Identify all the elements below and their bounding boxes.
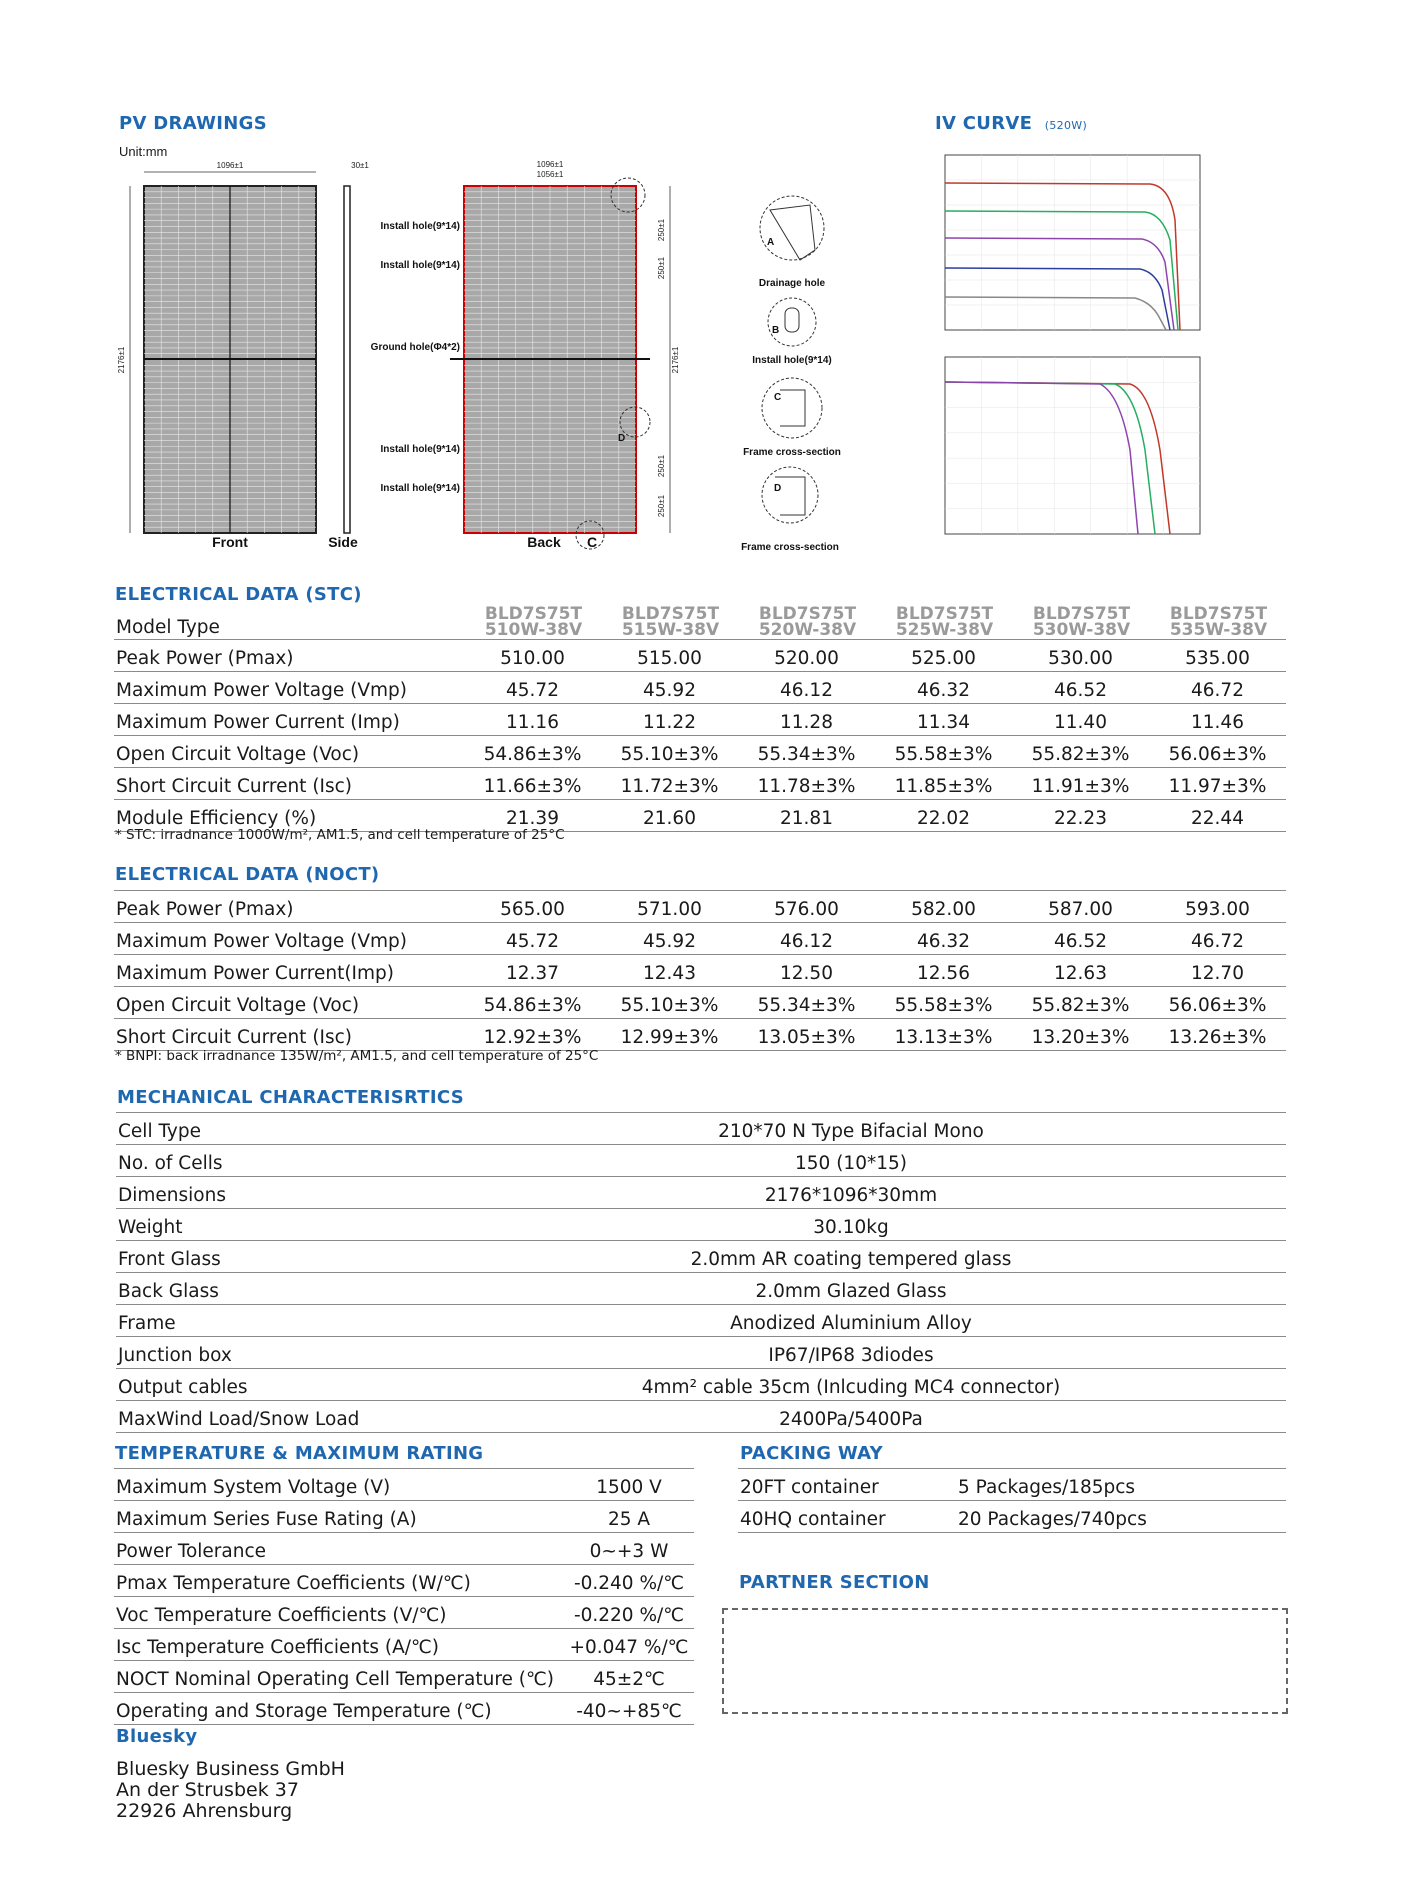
table-row [114, 1693, 694, 1725]
front-width-dim: 1096±1 [216, 161, 244, 170]
model-header: BLD7S75T 525W-38V [875, 600, 1012, 640]
cell: 2176*1096*30mm [416, 1177, 1286, 1209]
table-row [116, 1401, 1286, 1433]
row-label: No. of Cells [116, 1145, 416, 1177]
temp-table [114, 1468, 694, 1725]
row-label: Weight [116, 1209, 416, 1241]
model-type-label: Model Type [114, 600, 464, 640]
spacing-bottom2-dim: 250±1 [657, 494, 666, 518]
model-header: BLD7S75T 515W-38V [601, 600, 738, 640]
row-label: Module Efficiency (%) [114, 800, 464, 832]
table-row [114, 1629, 694, 1661]
company-address [116, 1759, 345, 1822]
cell: 46.72 [1149, 672, 1286, 704]
iv-curve-figure [930, 150, 1210, 550]
cell: 13.20±3% [1012, 1019, 1149, 1051]
cell: 5 Packages/185pcs [956, 1469, 1286, 1501]
cell: 45±2℃ [564, 1661, 694, 1693]
cell: 11.40 [1012, 704, 1149, 736]
table-row [116, 1337, 1286, 1369]
table-row [114, 736, 1286, 768]
frame-cross-d-label: Frame cross-section [741, 542, 839, 553]
cell: 21.60 [601, 800, 738, 832]
cell: 22.02 [875, 800, 1012, 832]
cell: 55.34±3% [738, 736, 875, 768]
model-header: BLD7S75T 530W-38V [1012, 600, 1149, 640]
install-hole-label-4: Install hole(9*14) [380, 483, 460, 494]
table-row [738, 1469, 1286, 1501]
row-label: Short Circuit Current (Isc) [114, 1019, 464, 1051]
cell: 12.37 [464, 955, 601, 987]
unit-label: Unit:mm [119, 144, 168, 159]
detail-c-label: C [774, 392, 782, 403]
cell: -40~+85℃ [564, 1693, 694, 1725]
cell: 12.50 [738, 955, 875, 987]
noct-note: * BNPI: back irradnance 135W/m², AM1.5, and cell temperature of 25°C [115, 1048, 599, 1064]
row-label: Maximum System Voltage (V) [114, 1469, 564, 1501]
front-height-dim: 2176±1 [117, 346, 126, 374]
address-line-3: 22926 Ahrensburg [116, 1800, 293, 1822]
cell: 2.0mm AR coating tempered glass [416, 1241, 1286, 1273]
cell: 582.00 [875, 891, 1012, 923]
cell: 11.46 [1149, 704, 1286, 736]
back-width-outer-dim: 1096±1 [536, 160, 564, 169]
table-row [114, 1565, 694, 1597]
detail-b-label: B [772, 325, 780, 336]
cell: 25 A [564, 1501, 694, 1533]
cell: 11.66±3% [464, 768, 601, 800]
cell: 11.16 [464, 704, 601, 736]
noct-title: ELECTRICAL DATA (NOCT) [115, 864, 380, 885]
stc-note: * STC: irradnance 1000W/m², AM1.5, and cell temperature of 25°C [115, 827, 565, 843]
detail-a [759, 196, 826, 289]
detail-b [752, 298, 831, 366]
cell: 45.72 [464, 672, 601, 704]
cell: 21.81 [738, 800, 875, 832]
cell: 22.44 [1149, 800, 1286, 832]
table-row [116, 1241, 1286, 1273]
cell: 576.00 [738, 891, 875, 923]
table-row [114, 891, 1286, 923]
iv-curve-title [935, 113, 1087, 134]
packing-table [738, 1468, 1286, 1533]
cell: 0~+3 W [564, 1533, 694, 1565]
cell: 55.10±3% [601, 987, 738, 1019]
cell: 45.72 [464, 923, 601, 955]
cell: 12.43 [601, 955, 738, 987]
model-header: BLD7S75T 510W-38V [464, 600, 601, 640]
cell: 55.82±3% [1012, 987, 1149, 1019]
row-label: MaxWind Load/Snow Load [116, 1401, 416, 1433]
cell: 4mm² cable 35cm (Inlcuding MC4 connector) [416, 1369, 1286, 1401]
row-label: Back Glass [116, 1273, 416, 1305]
mech-table [116, 1112, 1286, 1433]
install-hole-label-2: Install hole(9*14) [380, 260, 460, 271]
table-row [116, 1209, 1286, 1241]
ground-hole-label: Ground hole(Φ4*2) [370, 342, 460, 353]
table-row [114, 1469, 694, 1501]
table-row [114, 1501, 694, 1533]
cell: 46.32 [875, 672, 1012, 704]
cell: 12.56 [875, 955, 1012, 987]
table-row [116, 1177, 1286, 1209]
row-label: Operating and Storage Temperature (℃) [114, 1693, 564, 1725]
cell: 515.00 [601, 640, 738, 672]
cell: 55.58±3% [875, 987, 1012, 1019]
cell: 46.12 [738, 923, 875, 955]
partner-title: PARTNER SECTION [739, 1572, 930, 1593]
table-row [114, 672, 1286, 704]
detail-d-marker: D [618, 433, 626, 444]
address-line-1: Bluesky Business GmbH [116, 1758, 345, 1780]
back-view [371, 160, 680, 549]
spacing-bottom-dim: 250±1 [657, 454, 666, 478]
detail-d [741, 467, 839, 553]
row-label: Frame [116, 1305, 416, 1337]
spacing-top-dim: 250±1 [657, 218, 666, 242]
row-label: Maximum Power Current (Imp) [114, 704, 464, 736]
install-hole-b-label: Install hole(9*14) [752, 355, 832, 366]
iv-curve-subtitle: (520W) [1044, 119, 1088, 132]
row-label: Peak Power (Pmax) [114, 640, 464, 672]
cell: 11.28 [738, 704, 875, 736]
row-label: Short Circuit Current (Isc) [114, 768, 464, 800]
row-label: Power Tolerance [114, 1533, 564, 1565]
stc-table [114, 600, 1286, 832]
cell: 45.92 [601, 672, 738, 704]
cell: 11.22 [601, 704, 738, 736]
address-line-2: An der Strusbek 37 [116, 1779, 299, 1801]
table-row [116, 1113, 1286, 1145]
spacing-top2-dim: 250±1 [657, 256, 666, 280]
pv-drawings-title: PV DRAWINGS [119, 113, 267, 134]
table-row [114, 640, 1286, 672]
back-width-inner-dim: 1056±1 [536, 170, 564, 179]
table-row [114, 987, 1286, 1019]
cell: Anodized Aluminium Alloy [416, 1305, 1286, 1337]
model-header: BLD7S75T 520W-38V [738, 600, 875, 640]
cell: 571.00 [601, 891, 738, 923]
iv-chart-temperature [945, 357, 1200, 534]
iv-chart-irradiance [945, 155, 1200, 330]
row-label: Front Glass [116, 1241, 416, 1273]
row-label: Isc Temperature Coefficients (A/℃) [114, 1629, 564, 1661]
cell: 46.52 [1012, 923, 1149, 955]
cell: 13.26±3% [1149, 1019, 1286, 1051]
model-header: BLD7S75T 535W-38V [1149, 600, 1286, 640]
temp-title: TEMPERATURE & MAXIMUM RATING [115, 1443, 484, 1464]
cell: 565.00 [464, 891, 601, 923]
cell: 46.32 [875, 923, 1012, 955]
cell: -0.240 %/℃ [564, 1565, 694, 1597]
cell: 56.06±3% [1149, 987, 1286, 1019]
stc-title: ELECTRICAL DATA (STC) [115, 584, 362, 605]
cell: 54.86±3% [464, 736, 601, 768]
cell: 13.05±3% [738, 1019, 875, 1051]
detail-a-label: A [767, 237, 775, 248]
packing-title: PACKING WAY [740, 1443, 884, 1464]
cell: -0.220 %/℃ [564, 1597, 694, 1629]
cell: 55.58±3% [875, 736, 1012, 768]
cell: 11.78±3% [738, 768, 875, 800]
back-height-dim: 2176±1 [671, 346, 680, 374]
front-view [117, 161, 316, 533]
cell: 22.23 [1012, 800, 1149, 832]
row-label: Junction box [116, 1337, 416, 1369]
cell: 535.00 [1149, 640, 1286, 672]
install-hole-label-3: Install hole(9*14) [380, 444, 460, 455]
row-label: Open Circuit Voltage (Voc) [114, 987, 464, 1019]
cell: 2400Pa/5400Pa [416, 1401, 1286, 1433]
mech-title: MECHANICAL CHARACTERISRTICS [117, 1087, 464, 1108]
side-thickness-dim: 30±1 [351, 161, 369, 170]
row-label: 40HQ container [738, 1501, 956, 1533]
cell: 11.85±3% [875, 768, 1012, 800]
cell: 210*70 N Type Bifacial Mono [416, 1113, 1286, 1145]
cell: 56.06±3% [1149, 736, 1286, 768]
cell: 12.92±3% [464, 1019, 601, 1051]
side-caption: Side [328, 534, 358, 550]
cell: 2.0mm Glazed Glass [416, 1273, 1286, 1305]
row-label: Voc Temperature Coefficients (V/℃) [114, 1597, 564, 1629]
cell: 11.34 [875, 704, 1012, 736]
row-label: Maximum Power Voltage (Vmp) [114, 672, 464, 704]
cell: 593.00 [1149, 891, 1286, 923]
drainage-hole-label: Drainage hole [758, 278, 826, 289]
cell: 55.34±3% [738, 987, 875, 1019]
table-row [114, 1661, 694, 1693]
table-row [116, 1305, 1286, 1337]
table-row [114, 923, 1286, 955]
company-name: Bluesky [116, 1726, 198, 1747]
install-hole-label-1: Install hole(9*14) [380, 221, 460, 232]
iv-curve-title-text: IV CURVE [935, 113, 1033, 134]
cell: 11.72±3% [601, 768, 738, 800]
detail-d-label: D [774, 483, 782, 494]
row-label: Maximum Power Voltage (Vmp) [114, 923, 464, 955]
pv-drawings-figure [110, 150, 860, 560]
cell: 1500 V [564, 1469, 694, 1501]
table-row [116, 1273, 1286, 1305]
row-label: 20FT container [738, 1469, 956, 1501]
frame-cross-c-label: Frame cross-section [743, 447, 841, 458]
c-caption: C [586, 534, 598, 550]
noct-table [114, 890, 1286, 1051]
cell: 13.13±3% [875, 1019, 1012, 1051]
cell: 21.39 [464, 800, 601, 832]
cell: 55.10±3% [601, 736, 738, 768]
row-label: Cell Type [116, 1113, 416, 1145]
row-label: Maximum Series Fuse Rating (A) [114, 1501, 564, 1533]
cell: 150 (10*15) [416, 1145, 1286, 1177]
row-label: Output cables [116, 1369, 416, 1401]
detail-c [743, 378, 841, 458]
table-row [114, 704, 1286, 736]
front-caption: Front [212, 534, 248, 550]
cell: 20 Packages/740pcs [956, 1501, 1286, 1533]
table-row [116, 1145, 1286, 1177]
cell: 510.00 [464, 640, 601, 672]
cell: +0.047 %/℃ [564, 1629, 694, 1661]
table-row [114, 1597, 694, 1629]
cell: 520.00 [738, 640, 875, 672]
row-label: Open Circuit Voltage (Voc) [114, 736, 464, 768]
cell: 525.00 [875, 640, 1012, 672]
cell: 11.97±3% [1149, 768, 1286, 800]
row-label: Peak Power (Pmax) [114, 891, 464, 923]
cell: 46.52 [1012, 672, 1149, 704]
cell: 54.86±3% [464, 987, 601, 1019]
row-label: Maximum Power Current(Imp) [114, 955, 464, 987]
cell: 30.10kg [416, 1209, 1286, 1241]
cell: 11.91±3% [1012, 768, 1149, 800]
cell: 46.72 [1149, 923, 1286, 955]
cell: 587.00 [1012, 891, 1149, 923]
partner-box [722, 1608, 1288, 1714]
back-caption: Back [527, 534, 561, 550]
stc-header-row [114, 600, 1286, 640]
cell: 12.70 [1149, 955, 1286, 987]
row-label: Dimensions [116, 1177, 416, 1209]
table-row [114, 1533, 694, 1565]
table-row [116, 1369, 1286, 1401]
table-row [114, 955, 1286, 987]
cell: 12.63 [1012, 955, 1149, 987]
cell: 46.12 [738, 672, 875, 704]
row-label: Pmax Temperature Coefficients (W/℃) [114, 1565, 564, 1597]
cell: 12.99±3% [601, 1019, 738, 1051]
side-view [344, 161, 369, 533]
table-row [114, 1019, 1286, 1051]
cell: 45.92 [601, 923, 738, 955]
table-row [738, 1501, 1286, 1533]
row-label: NOCT Nominal Operating Cell Temperature (℃) [114, 1661, 564, 1693]
cell: 530.00 [1012, 640, 1149, 672]
table-row [114, 768, 1286, 800]
cell: 55.82±3% [1012, 736, 1149, 768]
cell: IP67/IP68 3diodes [416, 1337, 1286, 1369]
